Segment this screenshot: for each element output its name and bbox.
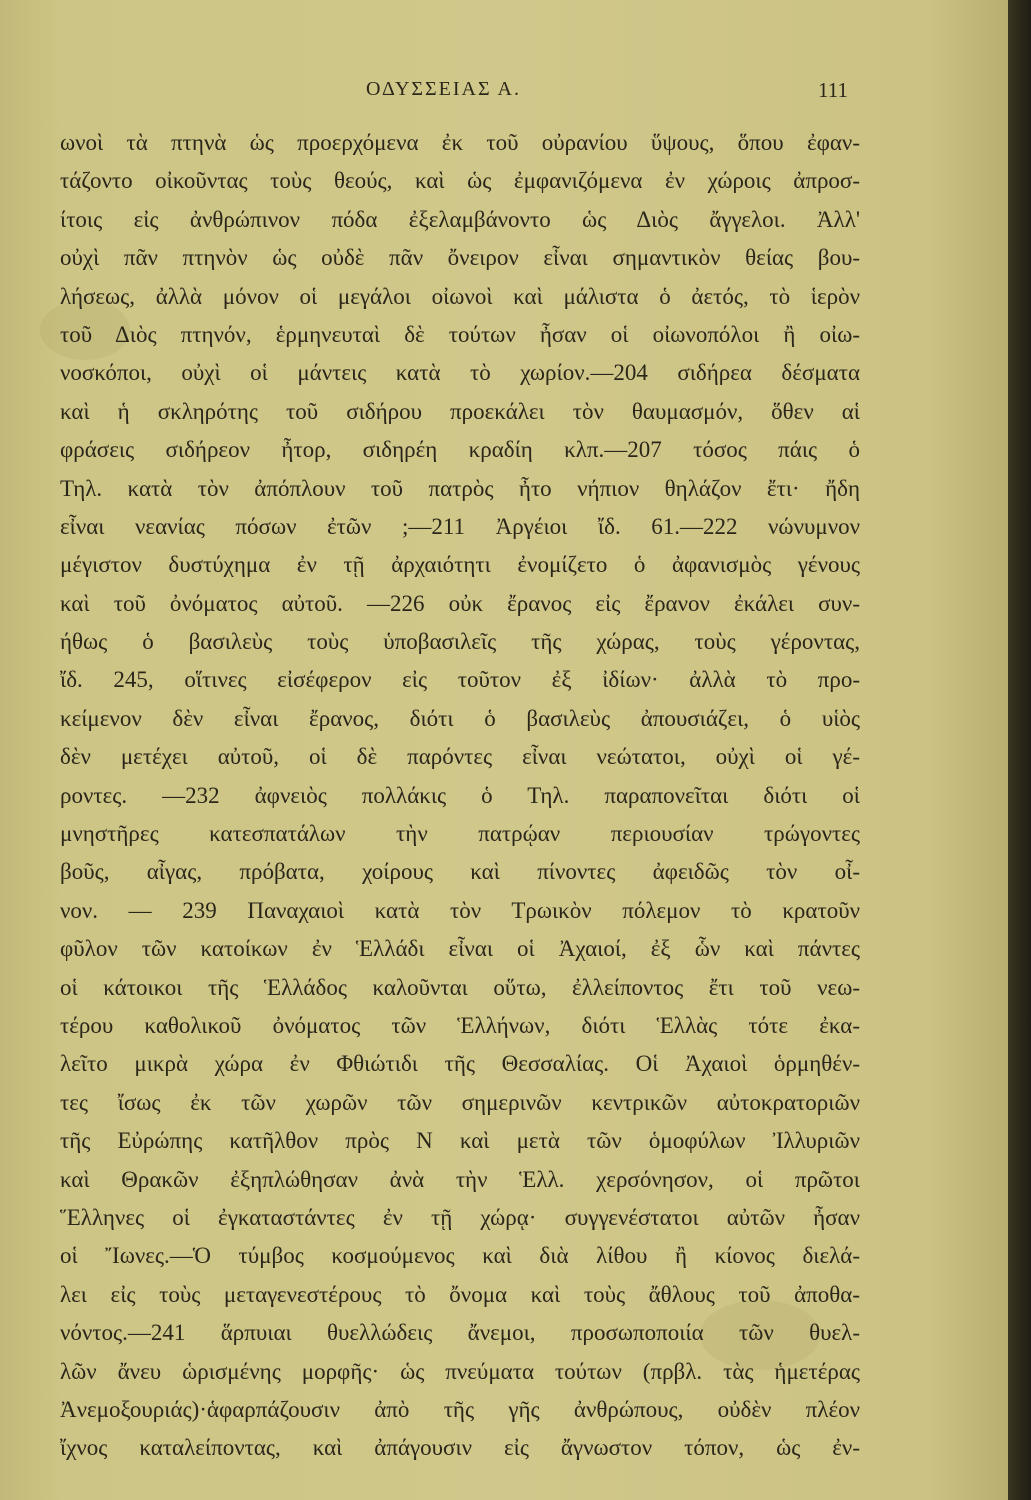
text-line: οἱ κάτοικοι τῆς Ἑλλάδος καλοῦνται οὕτω, ἐλλείποντος ἔτι τοῦ νεω-	[60, 974, 860, 1000]
page-number: 111	[818, 78, 848, 102]
body-text	[60, 124, 860, 1468]
text-line: νοσκόποι, οὐχὶ οἱ μάντεις κατὰ τὸ χωρίον.—204 σιδήρεα δέσματα	[60, 360, 860, 386]
text-line: μέγιστον δυστύχημα ἐν τῇ ἀρχαιότητι ἐνομίζετο ὁ ἀφανισμὸς γένους	[60, 552, 860, 578]
book-spine-edge	[1008, 0, 1031, 1500]
text-line: εἶναι νεανίας πόσων ἐτῶν ;—211 Ἀργέιοι ἴδ. 61.—222 νώνυμνον	[60, 513, 860, 539]
text-line: νον. — 239 Παναχαιοὶ κατὰ τὸν Τρωικὸν πόλεμον τὸ κρατοῦν	[60, 897, 860, 923]
text-line: φῦλον τῶν κατοίκων ἐν Ἑλλάδι εἶναι οἱ Ἀχαιοί, ἐξ ὧν καὶ πάντες	[60, 936, 860, 962]
text-line: νόντος.—241 ἅρπυιαι θυελλώδεις ἄνεμοι, προσωποποιία τῶν θυελ-	[60, 1320, 860, 1346]
text-line: ίτοις εἰς ἀνθρώπινον πόδα ἐξελαμβάνοντο ὡς Διὸς ἄγγελοι. Ἀλλ'	[60, 206, 860, 232]
text-line: λει εἰς τοὺς μεταγενεστέρους τὸ ὄνομα καὶ τοὺς ἄθλους τοῦ ἀποθα-	[60, 1281, 860, 1307]
text-line: Ἕλληνες οἱ ἐγκαταστάντες ἐν τῇ χώρᾳ· συγγενέστατοι αὐτῶν ἦσαν	[60, 1204, 860, 1230]
text-line: καὶ τοῦ ὀνόματος αὐτοῦ. —226 οὐκ ἔρανος εἰς ἔρανον ἐκάλει συν-	[60, 590, 860, 616]
text-line: τέρου καθολικοῦ ὀνόματος τῶν Ἑλλήνων, διότι Ἑλλὰς τότε ἐκα-	[60, 1012, 860, 1038]
text-line: βοῦς, αἶγας, πρόβατα, χοίρους καὶ πίνοντες ἀφειδῶς τὸν οἶ-	[60, 859, 860, 885]
text-line: ἴχνος καταλείποντας, καὶ ἀπάγουσιν εἰς ἄγνωστον τόπον, ὡς ἐν-	[60, 1435, 860, 1461]
text-line: Τηλ. κατὰ τὸν ἀπόπλουν τοῦ πατρὸς ἦτο νήπιον θηλάζον ἔτι· ἤδη	[60, 475, 860, 501]
text-line: καὶ ἡ σκληρότης τοῦ σιδήρου προεκάλει τὸν θαυμασμόν, ὅθεν αἱ	[60, 398, 860, 424]
text-line: κείμενον δὲν εἶναι ἔρανος, διότι ὁ βασιλεὺς ἀπουσιάζει, ὁ υἱὸς	[60, 705, 860, 731]
text-line: ἴδ. 245, οἵτινες εἰσέφερον εἰς τοῦτον ἐξ ἰδίων· ἀλλὰ τὸ προ-	[60, 667, 860, 693]
text-line: ροντες. —232 ἀφνειὸς πολλάκις ὁ Τηλ. παραπονεῖται διότι οἱ	[60, 782, 860, 808]
text-line: τῆς Εὐρώπης κατῆλθον πρὸς Ν καὶ μετὰ τῶν ὁμοφύλων Ἰλλυριῶν	[60, 1128, 860, 1154]
text-line: ωνοὶ τὰ πτηνὰ ὡς προερχόμενα ἐκ τοῦ οὐρανίου ὕψους, ὅπου ἐφαν-	[60, 130, 860, 155]
text-line: φράσεις σιδήρεον ἦτορ, σιδηρέη κραδίη κλπ.—207 τόσος πάις ὁ	[60, 437, 860, 463]
text-line: τες ἴσως ἐκ τῶν χωρῶν τῶν σημερινῶν κεντρικῶν αὐτοκρατοριῶν	[60, 1089, 860, 1115]
text-line: ήθως ὁ βασιλεὺς τοὺς ὑποβασιλεῖς τῆς χώρας, τοὺς γέροντας,	[60, 629, 860, 655]
text-line: λήσεως, ἀλλὰ μόνον οἱ μεγάλοι οἰωνοὶ καὶ μάλιστα ὁ ἀετός, τὸ ἱερὸν	[60, 283, 860, 309]
text-line: οἱ Ἴωνες.—Ὁ τύμβος κοσμούμενος καὶ διὰ λίθου ἢ κίονος διελά-	[60, 1243, 860, 1269]
running-head: ΟΔΥΣΣΕΙΑΣ Α.	[366, 78, 521, 100]
text-line: τοῦ Διὸς πτηνόν, ἑρμηνευταὶ δὲ τούτων ἦσαν οἱ οἰωνοπόλοι ἢ οἰω-	[60, 321, 860, 347]
text-line: οὐχὶ πᾶν πτηνὸν ὡς οὐδὲ πᾶν ὄνειρον εἶναι σημαντικὸν θείας βου-	[60, 245, 860, 271]
page-header	[0, 78, 1008, 112]
text-line: Ἀνεμοξουριάς)·ἁφαρπάζουσιν ἀπὸ τῆς γῆς ἀνθρώπους, οὐδὲν πλέον	[60, 1396, 860, 1422]
text-line: τάζοντο οἰκοῦντας τοὺς θεούς, καὶ ὡς ἐμφανιζόμενα ἐν χώροις ἀπροσ-	[60, 168, 860, 194]
text-line: λεῖτο μικρὰ χώρα ἐν Φθιώτιδι τῆς Θεσσαλίας. Οἱ Ἀχαιοὶ ὁρμηθέν-	[60, 1051, 860, 1077]
text-line: δὲν μετέχει αὐτοῦ, οἱ δὲ παρόντες εἶναι νεώτατοι, οὐχὶ οἱ γέ-	[60, 744, 860, 770]
text-line: λῶν ἄνευ ὡρισμένης μορφῆς· ὡς πνεύματα τούτων (πρβλ. τὰς ἡμετέρας	[60, 1358, 860, 1384]
text-line: καὶ Θρακῶν ἐξηπλώθησαν ἀνὰ τὴν Ἑλλ. χερσόνησον, οἱ πρῶτοι	[60, 1166, 860, 1192]
text-line: μνηστῆρες κατεσπατάλων τὴν πατρῴαν περιουσίαν τρώγοντες	[60, 821, 860, 847]
